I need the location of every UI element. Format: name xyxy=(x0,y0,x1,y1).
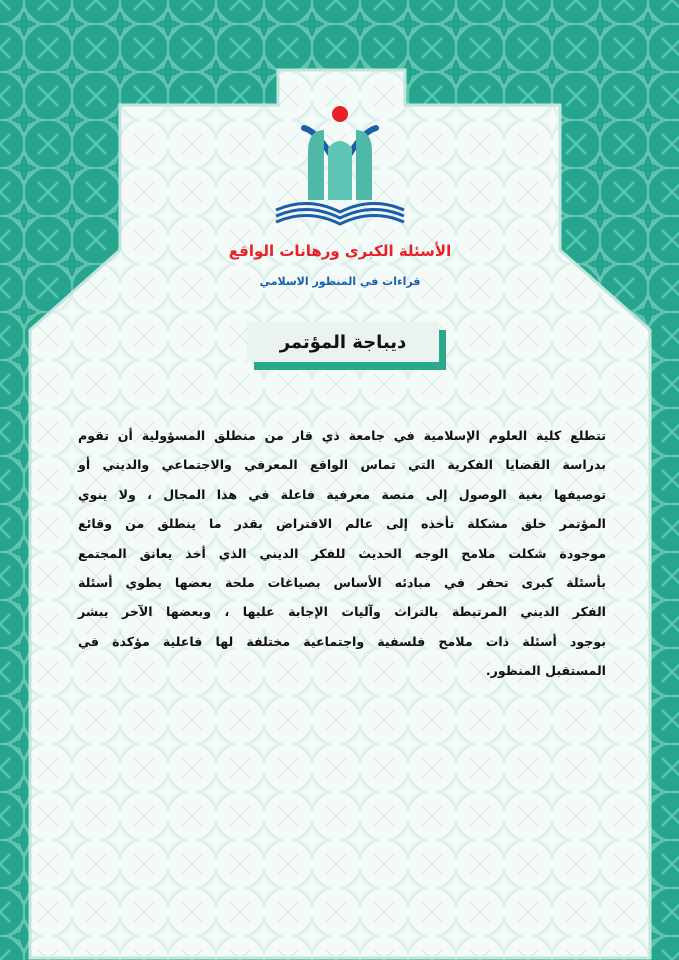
section-heading: ديباجة المؤتمر xyxy=(279,331,407,353)
preamble-line: المستقبل المنظور. xyxy=(485,663,606,679)
preamble-line: بأسئلة كبرى تحفر في مبادئه الأساس بصياغات ملحة بعضها يطوي أسئلة xyxy=(78,575,606,591)
preamble-line: تتطلع كلية العلوم الإسلامية في جامعة ذي قار من منطلق المسؤولية أن تقوم xyxy=(78,428,606,443)
conference-subtitle: قراءات في المنظور الاسلامي xyxy=(259,275,421,288)
section-heading-banner xyxy=(247,322,439,362)
preamble-text xyxy=(78,421,606,686)
preamble-line: المؤتمر خلق مشكلة تأخذه إلى عالم الافتراض بقدر ما ينطلق من وقائع xyxy=(78,516,606,532)
conference-logo xyxy=(268,100,412,232)
preamble-line: موجودة شكلت ملامح الوجه الحديث للفكر الديني الذي أخذ يعانق المجتمع xyxy=(78,545,606,561)
preamble-line: توصيفها بغية الوصول إلى منصة معرفية فاعلة في هذا المجال ، ولا ينوي xyxy=(78,486,606,502)
preamble-line: بوجود أسئلة ذات ملامح فلسفية واجتماعية مختلفة لها فاعلية مؤكدة في xyxy=(78,633,606,649)
preamble-line: الفكر الديني المرتبطة بالتراث وآليات الإجابة عليها ، وبعضها الآخر يبشر xyxy=(78,604,606,620)
conference-title: الأسئلة الكبرى ورهانات الواقع xyxy=(228,242,452,260)
preamble-line: بدراسة القضايا الفكرية التي تماس الواقع المعرفي والاجتماعي والديني أو xyxy=(78,457,606,473)
